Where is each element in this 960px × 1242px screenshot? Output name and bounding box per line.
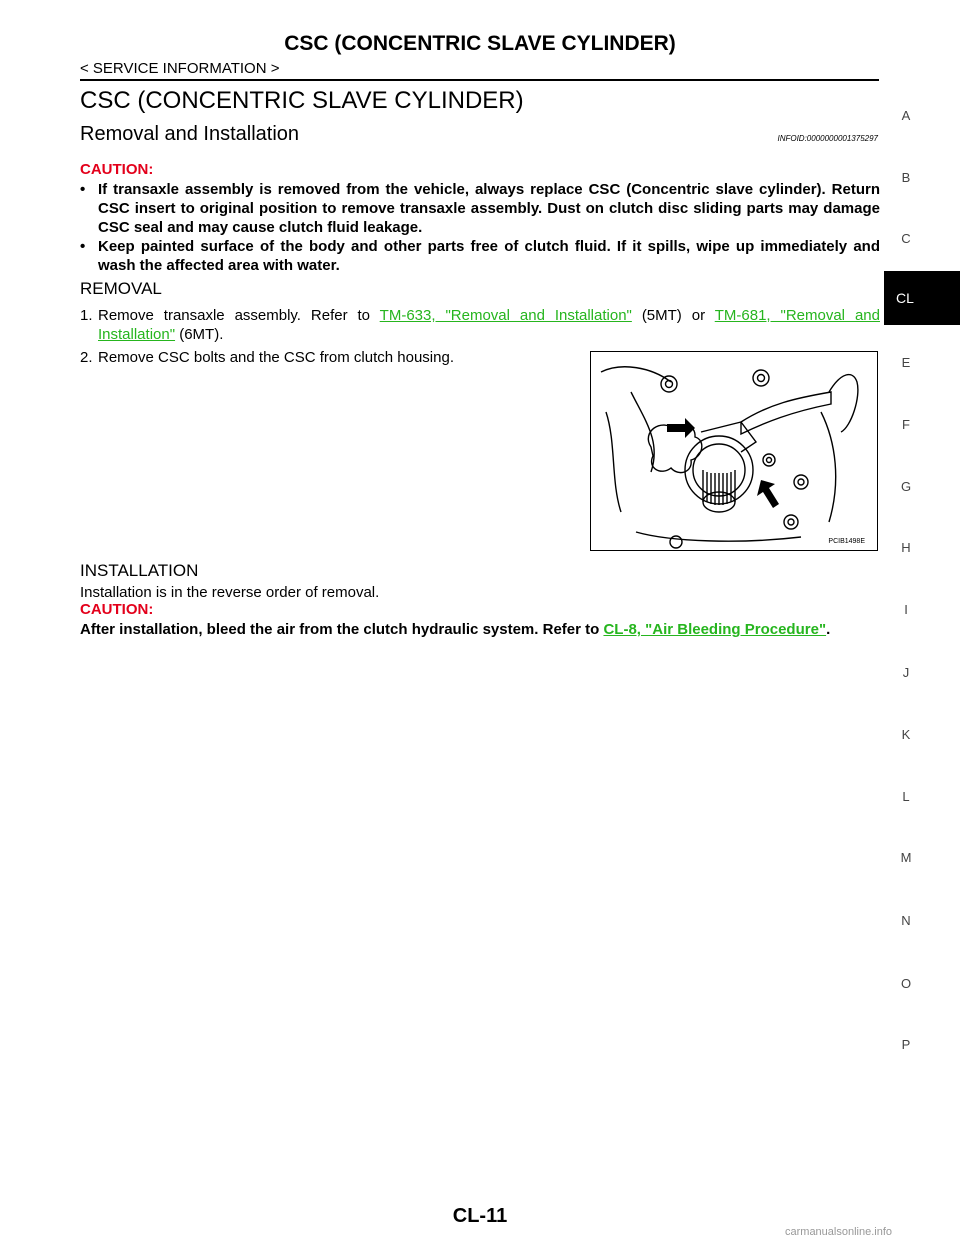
installation-caution-text [80, 620, 880, 639]
side-tab-j[interactable]: J [902, 665, 910, 680]
caution-bullet-1 [80, 180, 880, 237]
page-heading: CSC (CONCENTRIC SLAVE CYLINDER) [80, 87, 524, 114]
removal-heading: REMOVAL [80, 279, 162, 298]
side-tab-cl-label: CL [896, 290, 914, 306]
link-tm-633[interactable]: TM-633, "Removal and Installation" [379, 307, 632, 324]
section-heading: Removal and Installation [80, 123, 300, 145]
csc-removal-figure [590, 351, 878, 551]
installation-caution-label: CAUTION: [80, 601, 154, 618]
caution-end: . [826, 621, 831, 638]
caution-bullet-text: Keep painted surface of the body and other parts free of clutch fluid. If it spills, wipe up immediately and wash the affected area with water. [98, 238, 880, 274]
side-tab-n[interactable]: N [901, 913, 911, 928]
side-tab-m[interactable]: M [900, 850, 912, 865]
side-tab-e[interactable]: E [901, 355, 911, 370]
caution-label: CAUTION: [80, 161, 154, 178]
side-tab-k[interactable]: K [901, 727, 911, 742]
step-text: (6MT). [179, 326, 224, 343]
step-text: Remove CSC bolts and the CSC from clutch housing. [98, 349, 454, 366]
running-header-title: CSC (CONCENTRIC SLAVE CYLINDER) [284, 32, 676, 55]
side-tab-cl-active[interactable] [884, 271, 960, 325]
removal-step-2 [80, 348, 580, 367]
side-tab-a[interactable]: A [901, 108, 911, 123]
caution-text: After installation, bleed the air from the clutch hydraulic system. Refer to [80, 621, 600, 638]
watermark: carmanualsonline.info [785, 1226, 893, 1238]
removal-step-1 [80, 306, 880, 344]
installation-text: Installation is in the reverse order of removal. [80, 584, 380, 601]
caution-bullet-2 [80, 237, 880, 275]
bullet-dot: • [80, 238, 86, 255]
header-rule [80, 79, 879, 81]
running-header-subtitle: < SERVICE INFORMATION > [80, 60, 280, 77]
figure-id: PCIB1498E [828, 538, 865, 545]
bullet-dot: • [80, 181, 86, 198]
side-tab-g[interactable]: G [900, 479, 912, 494]
csc-illustration [591, 352, 877, 550]
side-tab-l[interactable]: L [902, 789, 910, 804]
side-tab-i[interactable]: I [904, 602, 908, 617]
link-tm-681[interactable]: TM-681, "Removal and Installation" [98, 307, 880, 343]
side-tab-o[interactable]: O [900, 976, 912, 991]
side-tab-h[interactable]: H [901, 540, 911, 555]
step-number: 2. [80, 349, 93, 366]
side-tab-b[interactable]: B [901, 170, 911, 185]
step-text: Remove transaxle assembly. Refer to [98, 307, 371, 324]
step-text: (5MT) or [641, 307, 706, 324]
link-cl-8[interactable]: CL-8, "Air Bleeding Procedure" [603, 621, 827, 638]
step-number: 1. [80, 307, 93, 324]
side-tab-c[interactable]: C [901, 231, 911, 246]
installation-heading: INSTALLATION [80, 561, 199, 580]
page-number: CL-11 [452, 1205, 508, 1227]
side-tab-f[interactable]: F [902, 417, 910, 432]
info-id: INFOID:0000000001375297 [777, 134, 878, 143]
side-tab-p[interactable]: P [901, 1037, 911, 1052]
caution-bullet-text: If transaxle assembly is removed from the vehicle, always replace CSC (Concentric slave cylinder). Return CSC insert to original position to remove transaxle assembly. Dust on clutch disc sliding parts may damage CSC seal and may cause clutch fluid leakage. [98, 181, 880, 236]
